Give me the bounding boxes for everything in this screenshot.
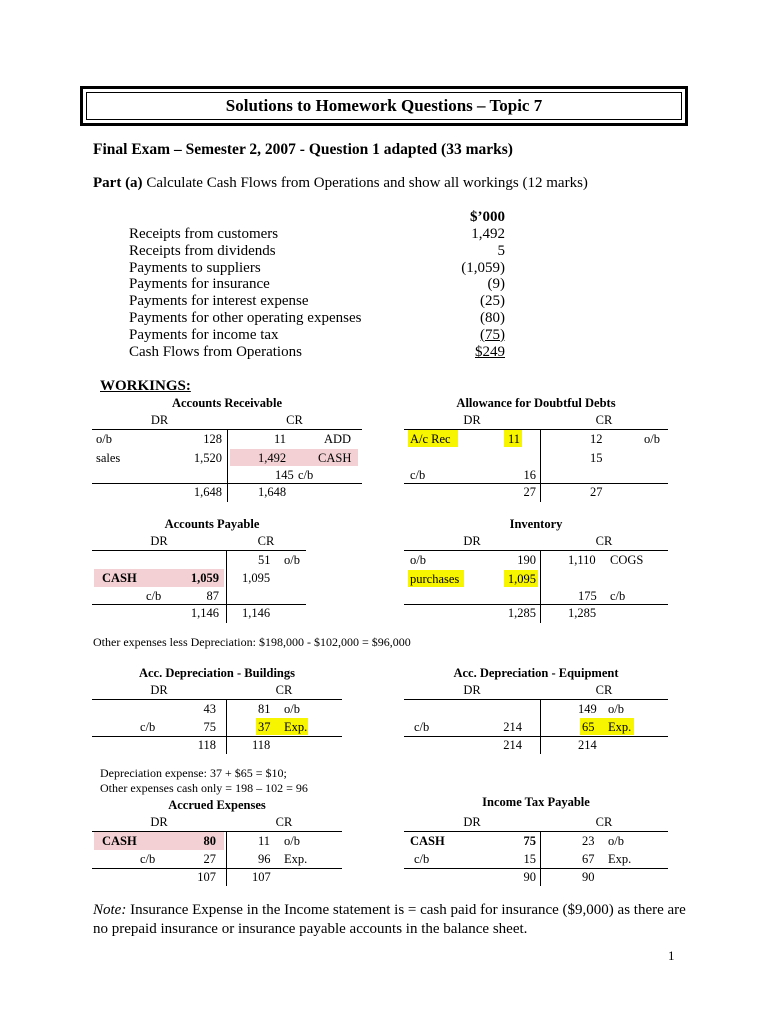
dr-header: DR xyxy=(150,413,169,427)
cr-amount: 1,492 xyxy=(258,451,287,465)
cr-total: 27 xyxy=(590,485,603,499)
cash-flow-label: Payments for insurance xyxy=(129,276,270,292)
account-name: Acc. Depreciation - Buildings xyxy=(138,666,296,680)
t-account-acc-dep-equipment xyxy=(404,666,668,754)
cash-flow-row xyxy=(129,276,505,293)
dr-total: 118 xyxy=(197,738,216,752)
dr-header: DR xyxy=(150,815,168,829)
dep-note-line: Depreciation expense: 37 + $65 = $10; xyxy=(100,766,287,780)
cr-total: 107 xyxy=(252,870,271,884)
cr-amount: 37 xyxy=(258,720,271,734)
dr-header: DR xyxy=(463,413,481,427)
cr-label: o/b xyxy=(284,553,300,567)
title-box xyxy=(80,86,688,126)
cr-total: 1,146 xyxy=(242,606,271,620)
cash-flow-row xyxy=(129,226,505,243)
cr-amount: 11 xyxy=(258,834,271,848)
cash-flow-value: 5 xyxy=(497,243,505,259)
cash-flow-value: 1,492 xyxy=(471,226,505,242)
dr-header: DR xyxy=(463,683,481,697)
dr-total: 214 xyxy=(503,738,522,752)
dr-label: A/c Rec xyxy=(410,432,451,446)
dr-amount: 75 xyxy=(523,834,536,848)
cash-flow-total: $249 xyxy=(475,344,505,360)
cr-label: COGS xyxy=(610,553,644,567)
dr-amount: 16 xyxy=(523,468,536,482)
cr-label: c/b xyxy=(298,468,314,482)
insurance-note xyxy=(93,901,693,939)
cr-amount: 1,110 xyxy=(568,553,596,567)
cash-flow-total-row xyxy=(129,344,505,361)
cash-flow-label: Payments for other operating expenses xyxy=(129,310,362,326)
cr-amount: 145 xyxy=(275,468,294,482)
cr-header: CR xyxy=(275,683,293,697)
t-account-accounts-payable xyxy=(92,517,306,623)
dr-total: 90 xyxy=(523,870,536,884)
cash-flow-value: (1,059) xyxy=(461,260,505,276)
cr-label: o/b xyxy=(608,834,624,848)
cr-label: c/b xyxy=(610,589,626,603)
cash-flow-label: Cash Flows from Operations xyxy=(129,344,302,360)
cr-amount: 175 xyxy=(578,589,597,603)
dep-note-line: Other expenses cash only = 198 – 102 = 96 xyxy=(100,781,308,795)
dr-total: 107 xyxy=(197,870,216,884)
cash-flow-row xyxy=(129,310,505,327)
dr-total: 1,146 xyxy=(190,606,219,620)
cr-header: CR xyxy=(595,534,613,548)
page-title: Solutions to Homework Questions – Topic 7 xyxy=(86,92,682,120)
dr-label: c/b xyxy=(414,720,430,734)
dr-amount: 27 xyxy=(203,852,216,866)
depreciation-notes xyxy=(100,766,308,796)
cr-label: Exp. xyxy=(608,852,632,866)
cr-total: 1,285 xyxy=(568,606,597,620)
t-account-accounts-receivable xyxy=(92,396,362,502)
dr-amount: 80 xyxy=(203,834,216,848)
cr-amount: 67 xyxy=(582,852,595,866)
cash-flow-label: Receipts from customers xyxy=(129,226,279,242)
cash-flow-label: Receipts from dividends xyxy=(129,243,276,259)
exam-heading: Final Exam – Semester 2, 2007 - Question 1 adapted (33 marks) xyxy=(93,141,513,158)
cr-label: Exp. xyxy=(608,720,632,734)
cr-label: o/b xyxy=(608,702,624,716)
cr-total: 118 xyxy=(252,738,271,752)
account-name: Accounts Payable xyxy=(164,517,260,531)
note-text: Insurance Expense in the Income statement is = cash paid for insurance ($9,000) as there are no prepaid insurance or insurance payable accounts in the balance sheet. xyxy=(93,902,686,937)
cr-total: 90 xyxy=(582,870,595,884)
cr-amount: 51 xyxy=(258,553,271,567)
dr-amount: 87 xyxy=(206,589,219,603)
cr-amount: 15 xyxy=(590,451,603,465)
cr-label: ADD xyxy=(324,432,352,446)
dr-total: 1,648 xyxy=(193,485,222,499)
cr-header: CR xyxy=(595,683,613,697)
cash-flow-row xyxy=(129,293,505,310)
account-name: Income Tax Payable xyxy=(482,795,590,809)
part-a-label: Part (a) xyxy=(93,175,143,191)
dr-label: CASH xyxy=(102,571,137,585)
dr-label: sales xyxy=(96,451,121,465)
dr-amount: 1,520 xyxy=(193,451,222,465)
dr-amount: 214 xyxy=(503,720,522,734)
cash-flow-label: Payments to suppliers xyxy=(129,260,261,276)
account-name: Acc. Depreciation - Equipment xyxy=(453,666,619,680)
part-a-instruction xyxy=(93,175,588,192)
cash-flow-row xyxy=(129,243,505,260)
t-account-allowance-doubtful-debts xyxy=(404,396,668,502)
dr-total: 1,285 xyxy=(507,606,536,620)
t-account-income-tax-payable xyxy=(404,795,668,886)
dr-total: 27 xyxy=(523,485,536,499)
dr-amount: 190 xyxy=(517,553,536,567)
cr-total: 214 xyxy=(578,738,597,752)
cr-amount: 96 xyxy=(258,852,271,866)
cash-flow-label: Payments for interest expense xyxy=(129,293,309,309)
account-name: Accrued Expenses xyxy=(168,798,266,812)
cr-label: Exp. xyxy=(284,852,308,866)
dr-label: c/b xyxy=(410,468,426,482)
dr-label: c/b xyxy=(140,852,156,866)
cash-flow-row xyxy=(129,327,505,344)
cash-flow-value: (9) xyxy=(487,276,505,292)
cash-flow-row xyxy=(129,260,505,277)
cr-amount: 23 xyxy=(582,834,595,848)
dr-label: purchases xyxy=(410,572,460,586)
dr-label: o/b xyxy=(96,432,112,446)
dr-label: CASH xyxy=(410,834,445,848)
dr-label: c/b xyxy=(414,852,430,866)
cr-amount: 81 xyxy=(258,702,271,716)
t-account-accrued-expenses xyxy=(92,798,342,886)
cr-total: 1,648 xyxy=(258,485,287,499)
account-name: Accounts Receivable xyxy=(171,396,283,410)
cr-header: CR xyxy=(595,413,613,427)
cr-amount: 149 xyxy=(578,702,597,716)
dr-amount: 43 xyxy=(203,702,216,716)
dr-amount: 1,059 xyxy=(190,571,219,585)
dr-amount: 11 xyxy=(507,432,520,446)
cr-amount: 12 xyxy=(590,432,603,446)
cr-amount: 65 xyxy=(582,720,595,734)
cr-header: CR xyxy=(275,815,293,829)
page-number: 1 xyxy=(668,948,675,963)
cr-label: o/b xyxy=(644,432,660,446)
dr-amount: 75 xyxy=(203,720,216,734)
dr-label: CASH xyxy=(102,834,137,848)
cr-header: CR xyxy=(595,815,613,829)
dr-header: DR xyxy=(150,683,168,697)
cash-flow-unit: $’000 xyxy=(470,209,505,225)
cr-label: o/b xyxy=(284,834,300,848)
account-name: Inventory xyxy=(509,517,563,531)
cr-amount: 11 xyxy=(274,432,287,446)
dr-header: DR xyxy=(150,534,168,548)
dr-header: DR xyxy=(463,815,481,829)
cr-header: CR xyxy=(286,413,303,427)
dr-amount: 128 xyxy=(203,432,222,446)
dr-label: o/b xyxy=(410,553,426,567)
dr-label: c/b xyxy=(146,589,162,603)
cr-label: CASH xyxy=(318,451,352,465)
cash-flow-value: (80) xyxy=(480,310,505,326)
cr-header: CR xyxy=(257,534,275,548)
cr-label: Exp. xyxy=(284,720,308,734)
account-name: Allowance for Doubtful Debts xyxy=(456,396,616,410)
cr-amount: 1,095 xyxy=(242,571,271,585)
dr-label: c/b xyxy=(140,720,156,734)
cash-flow-value: (75) xyxy=(480,327,505,343)
other-expenses-note: Other expenses less Depreciation: $198,000 - $102,000 = $96,000 xyxy=(93,635,411,649)
dr-header: DR xyxy=(463,534,481,548)
note-label: Note: xyxy=(93,902,127,918)
cash-flow-value: (25) xyxy=(480,293,505,309)
t-account-acc-dep-buildings xyxy=(92,666,342,754)
part-a-text: Calculate Cash Flows from Operations and show all workings (12 marks) xyxy=(142,175,588,191)
cash-flow-label: Payments for income tax xyxy=(129,327,279,343)
t-account-inventory xyxy=(404,517,668,623)
dr-amount: 15 xyxy=(523,852,536,866)
workings-heading: WORKINGS: xyxy=(100,378,191,394)
dr-amount: 1,095 xyxy=(507,572,536,586)
cr-label: o/b xyxy=(284,702,300,716)
